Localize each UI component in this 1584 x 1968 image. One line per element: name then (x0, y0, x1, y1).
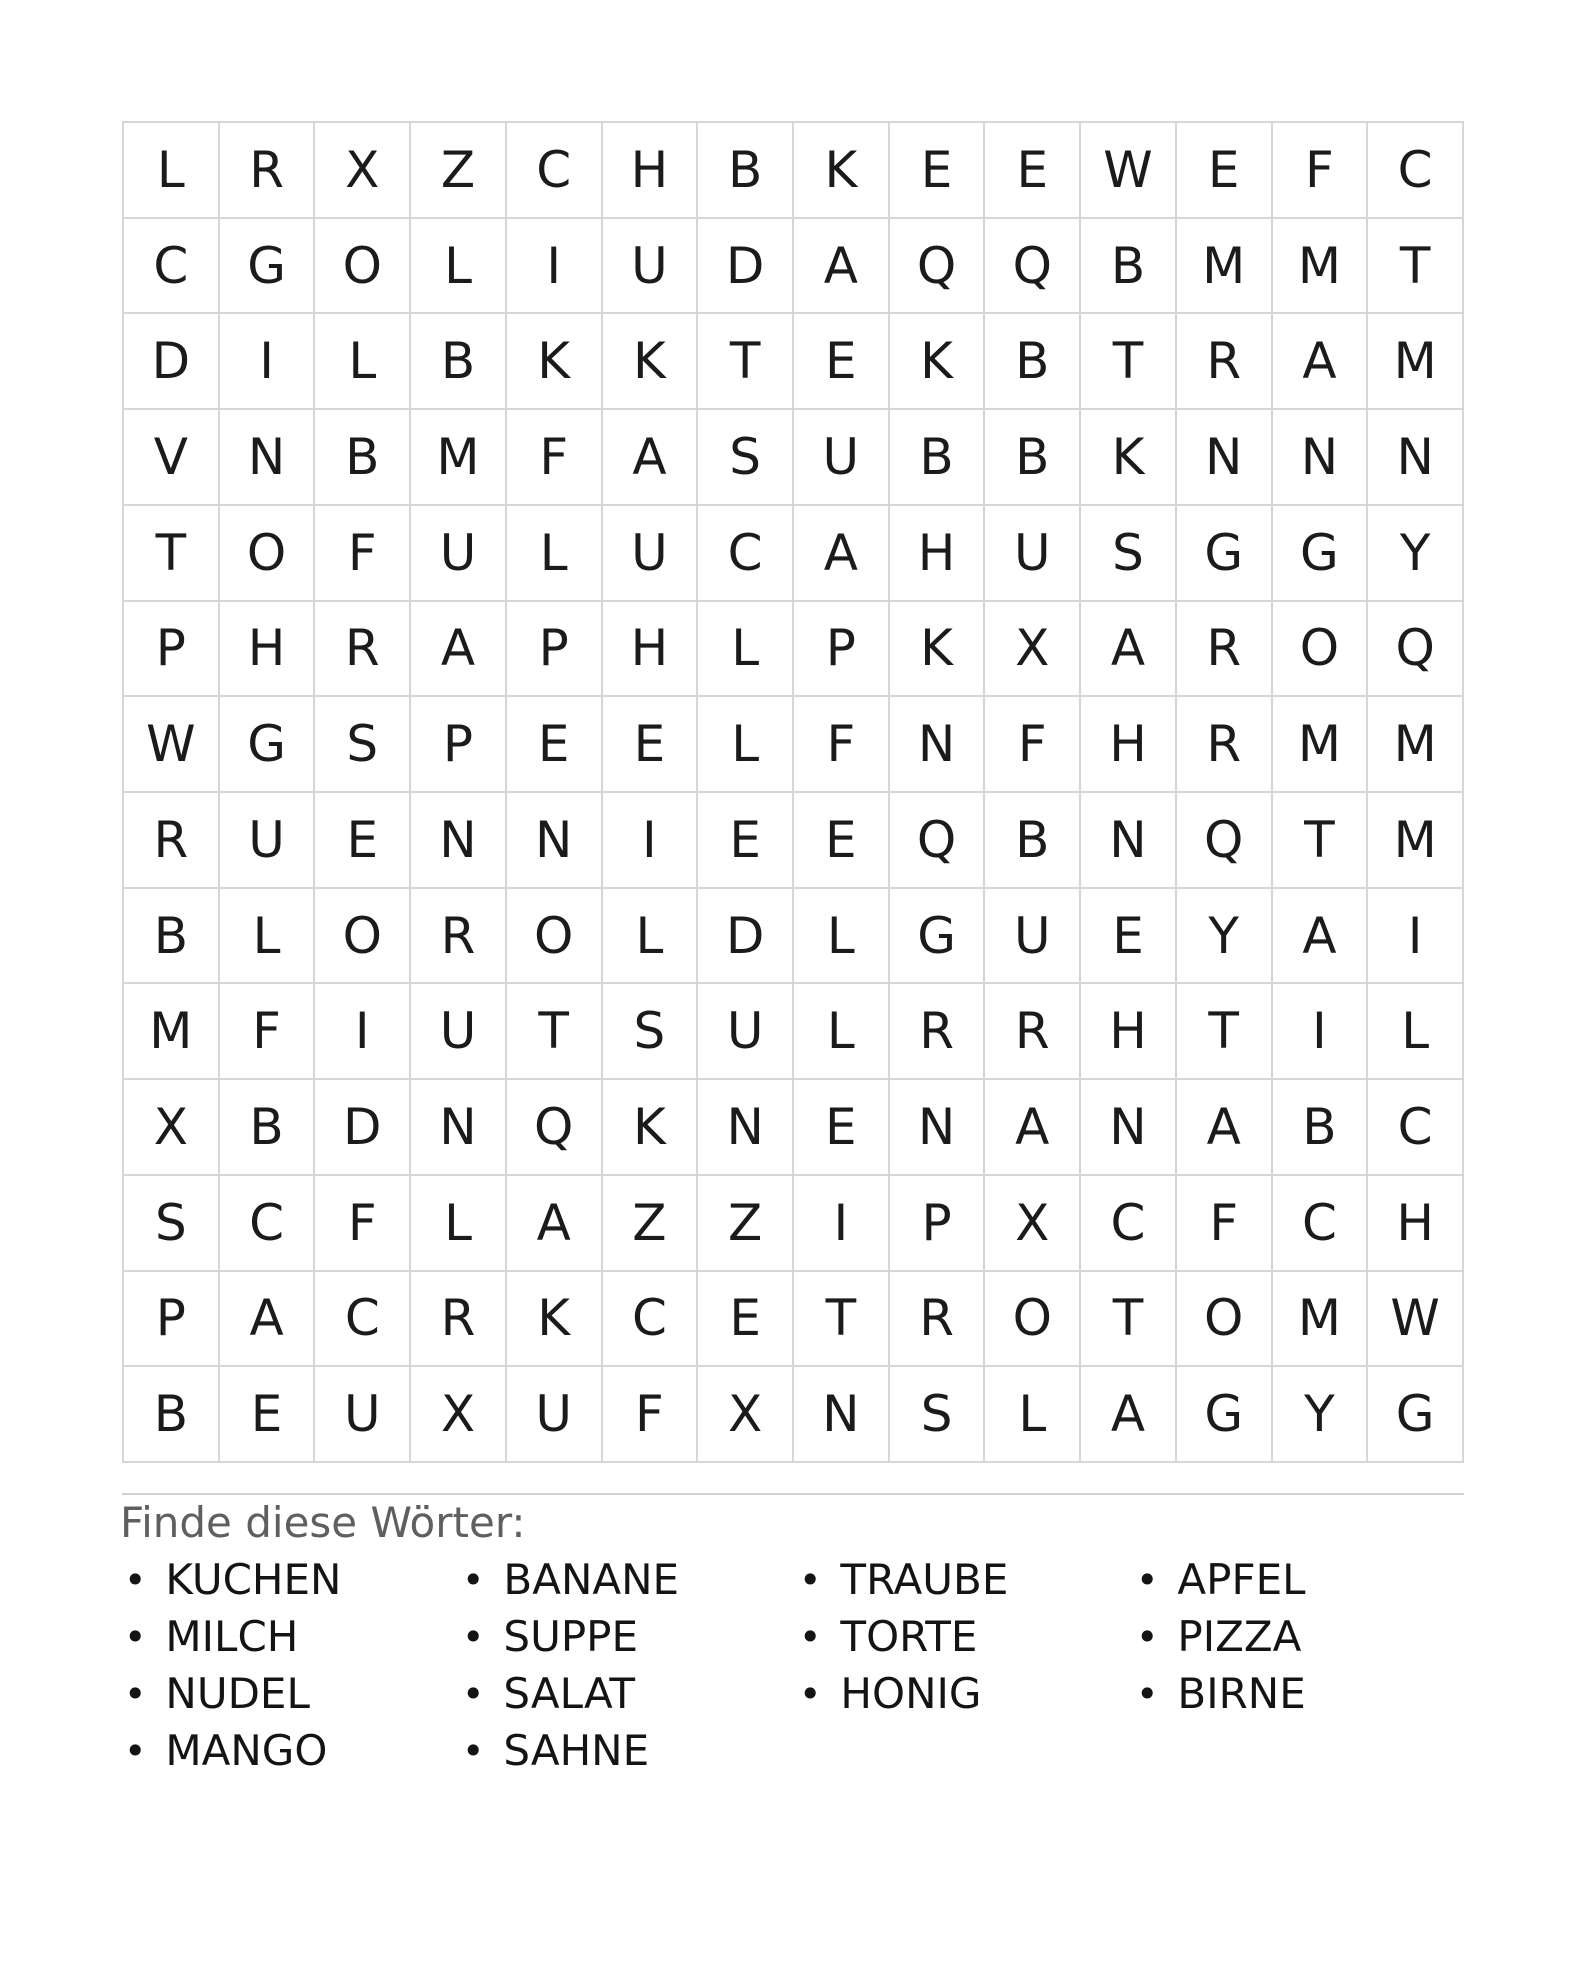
grid-cell: M (1273, 219, 1367, 313)
grid-cell: U (411, 506, 505, 600)
grid-cell: N (794, 1367, 888, 1461)
word-list-item (799, 1551, 1008, 1608)
grid-cell: P (507, 602, 601, 696)
grid-cell: U (985, 506, 1079, 600)
grid-cell: K (603, 1080, 697, 1174)
grid-cell: G (1177, 506, 1271, 600)
grid-cell: O (1273, 602, 1367, 696)
grid-cell: B (890, 410, 984, 504)
bullet-icon: • (1136, 1614, 1159, 1659)
grid-cell: N (1081, 1080, 1175, 1174)
grid-cell: E (794, 1080, 888, 1174)
wordsearch-grid (122, 121, 1464, 1463)
grid-cell: U (794, 410, 888, 504)
grid-cell: R (411, 1272, 505, 1366)
grid-cell: A (411, 602, 505, 696)
bullet-icon: • (124, 1728, 147, 1773)
grid-cell: C (315, 1272, 409, 1366)
grid-cell: Q (890, 219, 984, 313)
grid-cell: A (1081, 1367, 1175, 1461)
grid-cell: F (220, 984, 314, 1078)
grid-cell: K (1081, 410, 1175, 504)
grid-cell: E (794, 793, 888, 887)
grid-cell: M (1273, 697, 1367, 791)
grid-cell: H (1081, 697, 1175, 791)
word-label: SALAT (503, 1669, 636, 1718)
grid-cell: G (220, 219, 314, 313)
section-divider (122, 1493, 1464, 1495)
bullet-icon: • (462, 1728, 485, 1773)
grid-cell: V (124, 410, 218, 504)
bullet-icon: • (799, 1671, 822, 1716)
grid-cell: L (698, 697, 792, 791)
grid-cell: B (315, 410, 409, 504)
grid-cell: N (890, 1080, 984, 1174)
word-label: HONIG (840, 1669, 982, 1718)
grid-cell: B (985, 410, 1079, 504)
grid-cell: D (698, 889, 792, 983)
grid-cell: L (411, 219, 505, 313)
grid-cell: A (1273, 314, 1367, 408)
grid-cell: F (1273, 123, 1367, 217)
grid-cell: C (507, 123, 601, 217)
word-list-item (1136, 1665, 1306, 1722)
grid-cell: I (794, 1176, 888, 1270)
grid-cell: M (1177, 219, 1271, 313)
grid-cell: L (220, 889, 314, 983)
grid-cell: T (1081, 1272, 1175, 1366)
grid-cell: L (985, 1367, 1079, 1461)
grid-cell: Q (890, 793, 984, 887)
grid-cell: I (1273, 984, 1367, 1078)
grid-cell: W (1081, 123, 1175, 217)
word-label: BANANE (503, 1555, 680, 1604)
grid-cell: U (603, 219, 697, 313)
grid-cell: N (411, 1080, 505, 1174)
grid-cell: G (220, 697, 314, 791)
grid-cell: C (603, 1272, 697, 1366)
grid-cell: E (507, 697, 601, 791)
word-label: MANGO (165, 1726, 328, 1775)
grid-cell: M (1368, 697, 1462, 791)
grid-cell: U (698, 984, 792, 1078)
grid-cell: X (315, 123, 409, 217)
grid-cell: E (603, 697, 697, 791)
grid-cell: F (507, 410, 601, 504)
grid-cell: N (890, 697, 984, 791)
bullet-icon: • (462, 1557, 485, 1602)
grid-cell: O (985, 1272, 1079, 1366)
grid-cell: L (315, 314, 409, 408)
grid-cell: N (220, 410, 314, 504)
grid-cell: L (124, 123, 218, 217)
grid-cell: B (698, 123, 792, 217)
grid-cell: R (220, 123, 314, 217)
grid-cell: O (315, 219, 409, 313)
bullet-icon: • (124, 1614, 147, 1659)
grid-cell: E (1177, 123, 1271, 217)
grid-cell: I (1368, 889, 1462, 983)
grid-cell: N (1368, 410, 1462, 504)
word-list-item (462, 1665, 679, 1722)
grid-cell: R (315, 602, 409, 696)
grid-cell: U (507, 1367, 601, 1461)
word-column (124, 1551, 341, 1779)
grid-cell: T (507, 984, 601, 1078)
grid-cell: E (698, 1272, 792, 1366)
grid-cell: C (1368, 123, 1462, 217)
grid-cell: L (603, 889, 697, 983)
word-list-item (799, 1665, 1008, 1722)
grid-cell: K (507, 314, 601, 408)
grid-cell: T (124, 506, 218, 600)
word-label: KUCHEN (165, 1555, 342, 1604)
word-list-item (799, 1608, 1008, 1665)
grid-cell: Q (507, 1080, 601, 1174)
grid-cell: C (124, 219, 218, 313)
grid-cell: K (507, 1272, 601, 1366)
word-list (0, 1551, 1584, 1791)
grid-cell: S (1081, 506, 1175, 600)
grid-cell: F (794, 697, 888, 791)
grid-cell: P (411, 697, 505, 791)
word-label: APFEL (1177, 1555, 1306, 1604)
grid-cell: S (890, 1367, 984, 1461)
grid-cell: Z (698, 1176, 792, 1270)
grid-cell: E (315, 793, 409, 887)
grid-cell: H (890, 506, 984, 600)
grid-cell: T (1081, 314, 1175, 408)
grid-cell: R (890, 984, 984, 1078)
grid-cell: T (794, 1272, 888, 1366)
grid-cell: E (1081, 889, 1175, 983)
grid-cell: U (411, 984, 505, 1078)
grid-cell: U (603, 506, 697, 600)
word-list-item (124, 1722, 341, 1779)
word-label: TRAUBE (840, 1555, 1009, 1604)
grid-cell: X (985, 602, 1079, 696)
word-label: NUDEL (165, 1669, 310, 1718)
grid-cell: U (220, 793, 314, 887)
grid-cell: E (890, 123, 984, 217)
grid-cell: M (1273, 1272, 1367, 1366)
grid-cell: H (220, 602, 314, 696)
grid-cell: N (1081, 793, 1175, 887)
grid-cell: A (507, 1176, 601, 1270)
grid-cell: E (794, 314, 888, 408)
grid-cell: L (1368, 984, 1462, 1078)
grid-cell: A (794, 506, 888, 600)
grid-cell: Y (1368, 506, 1462, 600)
grid-cell: O (1177, 1272, 1271, 1366)
grid-cell: N (1177, 410, 1271, 504)
grid-cell: F (985, 697, 1079, 791)
grid-cell: T (698, 314, 792, 408)
grid-cell: U (315, 1367, 409, 1461)
grid-cell: Y (1177, 889, 1271, 983)
bullet-icon: • (462, 1614, 485, 1659)
grid-cell: M (124, 984, 218, 1078)
grid-cell: D (698, 219, 792, 313)
grid-cell: R (985, 984, 1079, 1078)
bullet-icon: • (462, 1671, 485, 1716)
grid-cell: C (220, 1176, 314, 1270)
grid-cell: E (985, 123, 1079, 217)
grid-cell: C (1081, 1176, 1175, 1270)
word-list-item (462, 1551, 679, 1608)
grid-cell: H (1368, 1176, 1462, 1270)
grid-cell: A (794, 219, 888, 313)
grid-cell: R (1177, 697, 1271, 791)
grid-cell: X (411, 1367, 505, 1461)
grid-cell: K (890, 314, 984, 408)
grid-cell: F (315, 506, 409, 600)
grid-cell: T (1273, 793, 1367, 887)
bullet-icon: • (1136, 1557, 1159, 1602)
grid-cell: G (1177, 1367, 1271, 1461)
grid-cell: Z (411, 123, 505, 217)
grid-cell: E (220, 1367, 314, 1461)
grid-cell: R (1177, 314, 1271, 408)
grid-cell: L (698, 602, 792, 696)
bullet-icon: • (799, 1614, 822, 1659)
grid-cell: P (124, 1272, 218, 1366)
grid-cell: M (411, 410, 505, 504)
grid-cell: G (1273, 506, 1367, 600)
grid-cell: B (1273, 1080, 1367, 1174)
word-column (799, 1551, 1008, 1722)
grid-cell: A (1273, 889, 1367, 983)
grid-cell: B (1081, 219, 1175, 313)
grid-cell: H (603, 602, 697, 696)
grid-cell: B (124, 1367, 218, 1461)
grid-cell: N (698, 1080, 792, 1174)
grid-cell: A (985, 1080, 1079, 1174)
grid-cell: N (507, 793, 601, 887)
word-label: SUPPE (503, 1612, 639, 1661)
grid-cell: R (890, 1272, 984, 1366)
grid-cell: S (603, 984, 697, 1078)
grid-cell: R (411, 889, 505, 983)
grid-cell: L (507, 506, 601, 600)
word-list-item (462, 1608, 679, 1665)
grid-cell: D (315, 1080, 409, 1174)
word-label: PIZZA (1177, 1612, 1302, 1661)
grid-cell: O (220, 506, 314, 600)
grid-cell: O (507, 889, 601, 983)
grid-cell: O (315, 889, 409, 983)
grid-cell: R (1177, 602, 1271, 696)
grid-cell: T (1177, 984, 1271, 1078)
grid-cell: I (220, 314, 314, 408)
grid-cell: C (698, 506, 792, 600)
grid-cell: B (124, 889, 218, 983)
grid-cell: N (1273, 410, 1367, 504)
grid-cell: C (1368, 1080, 1462, 1174)
word-list-item (1136, 1608, 1306, 1665)
grid-cell: S (315, 697, 409, 791)
grid-cell: L (411, 1176, 505, 1270)
word-list-item (124, 1608, 341, 1665)
grid-cell: M (1368, 314, 1462, 408)
grid-cell: N (411, 793, 505, 887)
word-list-item (124, 1551, 341, 1608)
grid-cell: I (315, 984, 409, 1078)
grid-cell: F (603, 1367, 697, 1461)
grid-cell: A (603, 410, 697, 504)
grid-cell: D (124, 314, 218, 408)
grid-cell: P (890, 1176, 984, 1270)
word-label: BIRNE (1177, 1669, 1306, 1718)
grid-cell: F (315, 1176, 409, 1270)
grid-cell: B (411, 314, 505, 408)
grid-cell: K (890, 602, 984, 696)
grid-cell: I (603, 793, 697, 887)
grid-cell: W (124, 697, 218, 791)
wordlist-heading: Finde diese Wörter: (120, 1498, 526, 1547)
word-label: TORTE (840, 1612, 978, 1661)
grid-cell: B (985, 314, 1079, 408)
grid-cell: W (1368, 1272, 1462, 1366)
grid-cell: Q (1368, 602, 1462, 696)
grid-cell: F (1177, 1176, 1271, 1270)
grid-cell: E (698, 793, 792, 887)
grid-cell: B (985, 793, 1079, 887)
grid-cell: L (794, 889, 888, 983)
grid-cell: T (1368, 219, 1462, 313)
grid-cell: P (124, 602, 218, 696)
grid-cell: U (985, 889, 1079, 983)
word-label: MILCH (165, 1612, 299, 1661)
grid-cell: R (124, 793, 218, 887)
word-list-item (124, 1665, 341, 1722)
grid-cell: K (794, 123, 888, 217)
grid-cell: Q (985, 219, 1079, 313)
grid-cell: C (1273, 1176, 1367, 1270)
grid-cell: H (1081, 984, 1175, 1078)
grid-cell: G (890, 889, 984, 983)
grid-cell: Q (1177, 793, 1271, 887)
grid-cell: L (794, 984, 888, 1078)
word-column (1136, 1551, 1306, 1722)
grid-cell: I (507, 219, 601, 313)
bullet-icon: • (124, 1557, 147, 1602)
grid-cell: K (603, 314, 697, 408)
word-list-item (1136, 1551, 1306, 1608)
grid-cell: Y (1273, 1367, 1367, 1461)
grid-cell: X (124, 1080, 218, 1174)
grid-cell: B (220, 1080, 314, 1174)
grid-cell: M (1368, 793, 1462, 887)
word-column (462, 1551, 679, 1779)
grid-cell: G (1368, 1367, 1462, 1461)
grid-cell: A (1177, 1080, 1271, 1174)
grid-cell: X (985, 1176, 1079, 1270)
grid-cell: P (794, 602, 888, 696)
grid-cell: X (698, 1367, 792, 1461)
grid-cell: S (698, 410, 792, 504)
word-label: SAHNE (503, 1726, 650, 1775)
bullet-icon: • (799, 1557, 822, 1602)
bullet-icon: • (124, 1671, 147, 1716)
grid-cell: Z (603, 1176, 697, 1270)
bullet-icon: • (1136, 1671, 1159, 1716)
grid-cell: S (124, 1176, 218, 1270)
word-list-item (462, 1722, 679, 1779)
grid-cell: A (1081, 602, 1175, 696)
grid-cell: H (603, 123, 697, 217)
grid-cell: A (220, 1272, 314, 1366)
